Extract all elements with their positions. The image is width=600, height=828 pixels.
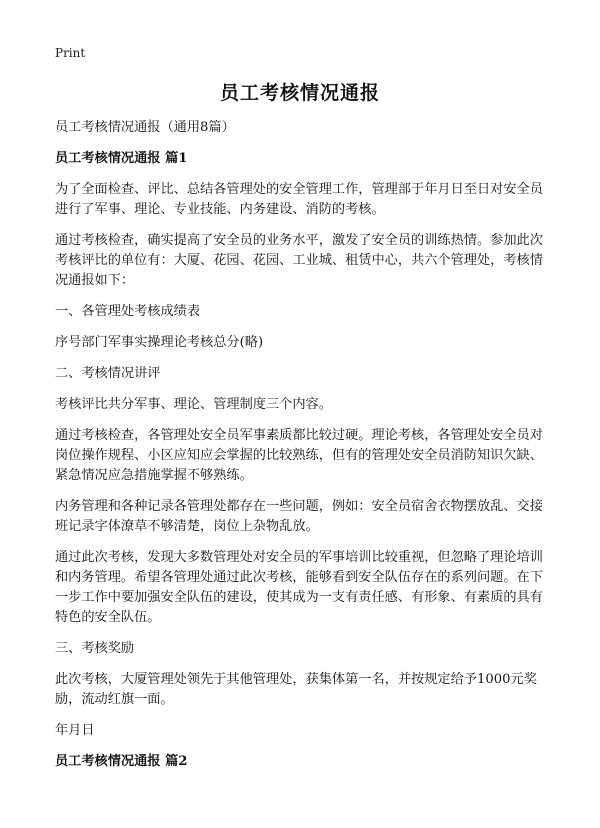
paragraph: 内务管理和各种记录各管理处都存在一些问题，例如：安全员宿舍衣物摆放乱、交接班记录字体潦草不够清楚，岗位上杂物乱放。 [55,499,543,534]
article-heading: 员工考核情况通报 篇1 [55,151,188,166]
page-title: 员工考核情况通报 [219,82,380,104]
paragraph: 通过考核检查，各管理处安全员军事素质都比较过硬。理论考核，各管理处安全员对岗位操作规程、小区应知应会掌握的比较熟练，但有的管理处安全员消防知识欠缺、紧急情况应急措施掌握不够熟练。 [55,428,543,483]
paragraph: 考核评比共分军事、理论、管理制度三个内容。 [55,397,332,412]
paragraph: 序号部门军事实操理论考核总分(略) [55,335,264,350]
paragraph: 通过此次考核，发现大多数管理处对安全员的军事培训比较重视，但忽略了理论培训和内务管理。希望各管理处通过此次考核，能够看到安全队伍存在的系列问题。在下一步工作中要加强安全队伍的建设，使其成为一支有责任感、有形象、有素质的具有特色的安全队伍。 [55,550,543,625]
paragraph: 通过考核检查，确实提高了安全员的业务水平，激发了安全员的训练热情。参加此次考核评比的单位有：大厦、花园、花园、工业城、租赁中心，共六个管理处，考核情况通报如下： [55,233,543,288]
document-subtitle: 员工考核情况通报（通用8篇） [55,120,235,135]
article-heading: 员工考核情况通报 篇2 [55,754,188,769]
document-body [55,118,551,783]
section-heading: 一、各管理处考核成绩表 [55,304,201,319]
paragraph: 为了全面检查、评比、总结各管理处的安全管理工作，管理部于年月日至日对安全员进行了军事、理论、专业技能、内务建设、消防的考核。 [55,182,543,217]
date-line: 年月日 [55,723,95,738]
section-heading: 三、考核奖励 [55,641,135,656]
section-heading: 二、考核情况讲评 [55,366,161,381]
print-link[interactable]: Print [55,46,86,60]
paragraph: 此次考核，大厦管理处领先于其他管理处，获集体第一名，并按规定给予1000元奖励，流动红旗一面。 [55,672,537,707]
